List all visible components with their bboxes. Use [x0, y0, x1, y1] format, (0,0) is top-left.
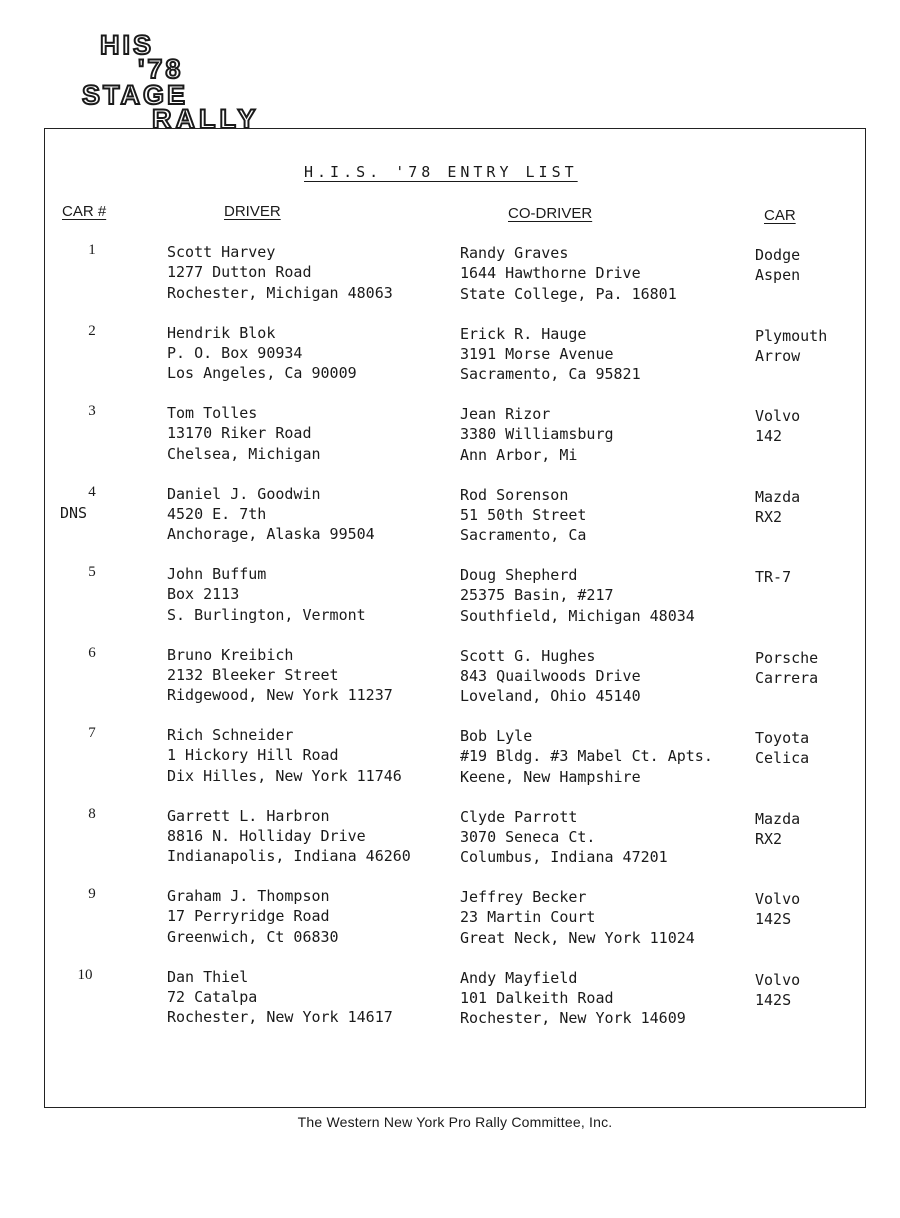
co-driver-info-line: Bob Lyle — [460, 727, 533, 745]
car-model — [755, 970, 800, 1011]
co-driver-info — [460, 968, 686, 1029]
driver-info-line: Dix Hilles, New York 11746 — [167, 766, 402, 785]
driver-info-line: 1277 Dutton Road — [167, 263, 312, 282]
driver-info-line: Dan Thiel — [167, 967, 249, 986]
driver-info — [167, 484, 375, 545]
co-driver-info-line: Great Neck, New York 11024 — [460, 928, 695, 947]
logo-line-his: HIS — [100, 30, 155, 60]
entry-row — [0, 886, 900, 956]
co-driver-info — [460, 404, 614, 465]
entry-row — [0, 403, 900, 473]
co-driver-info-line: Doug Shepherd — [460, 566, 578, 584]
car-model-line: Dodge — [755, 246, 801, 264]
driver-info — [167, 725, 402, 786]
car-model-line: 142S — [755, 990, 792, 1009]
car-model — [755, 648, 818, 689]
entry-status: DNS — [60, 503, 88, 522]
co-driver-info-line: Jeffrey Becker — [460, 888, 587, 906]
car-model-line: Toyota — [755, 729, 810, 747]
car-model — [755, 406, 800, 447]
co-driver-info-line: 3191 Morse Avenue — [460, 344, 614, 363]
car-model-line: Volvo — [755, 970, 801, 989]
co-driver-info-line: Andy Mayfield — [460, 968, 578, 987]
car-number: 9 — [88, 886, 96, 902]
logo-line-stage: STAGE — [82, 80, 189, 110]
car-model-line: Volvo — [755, 890, 801, 908]
co-driver-info — [460, 726, 713, 787]
header-driver: DRIVER — [224, 203, 281, 220]
logo-line-rally: RALLY — [152, 104, 260, 134]
co-driver-info — [460, 887, 695, 948]
co-driver-info — [460, 565, 695, 626]
car-number: 4 — [88, 483, 96, 500]
car-model-line: 142S — [755, 910, 792, 929]
driver-info — [167, 242, 393, 303]
driver-info — [167, 403, 321, 464]
entry-row — [0, 725, 900, 795]
driver-info-line: Rochester, New York 14617 — [167, 1008, 393, 1027]
driver-info-line: Rich Schneider — [167, 726, 294, 744]
driver-info-line: Daniel J. Goodwin — [167, 484, 321, 503]
co-driver-info-line: Columbus, Indiana 47201 — [460, 848, 668, 867]
driver-info-line: 17 Perryridge Road — [167, 907, 330, 926]
car-model-line: Mazda — [755, 487, 801, 506]
driver-info-line: Box 2113 — [167, 585, 240, 604]
co-driver-info-line: 101 Dalkeith Road — [460, 988, 614, 1007]
driver-info-line: Bruno Kreibich — [167, 645, 294, 664]
driver-info — [167, 806, 411, 867]
driver-info-line: Indianapolis, Indiana 46260 — [167, 847, 411, 866]
driver-info-line: Chelsea, Michigan — [167, 444, 321, 463]
driver-info-line: Rochester, Michigan 48063 — [167, 283, 393, 302]
car-model — [755, 567, 791, 608]
co-driver-info — [460, 807, 668, 868]
car-model — [755, 326, 827, 367]
driver-info-line: Ridgewood, New York 11237 — [167, 686, 393, 705]
driver-info-line: Hendrik Blok — [167, 323, 276, 342]
car-model-line: Volvo — [755, 407, 801, 425]
entry-row — [0, 806, 900, 876]
co-driver-info-line: #19 Bldg. #3 Mabel Ct. Apts. — [460, 747, 713, 766]
co-driver-info-line: Jean Rizor — [460, 405, 551, 423]
driver-info — [167, 323, 357, 384]
co-driver-info-line: 3070 Seneca Ct. — [460, 827, 596, 846]
car-model-line: Mazda — [755, 809, 801, 828]
co-driver-info-line: Clyde Parrott — [460, 807, 578, 826]
co-driver-info-line: Keene, New Hampshire — [460, 767, 641, 786]
driver-info-line: John Buffum — [167, 565, 267, 583]
entry-row — [0, 484, 900, 554]
entry-row — [0, 645, 900, 715]
co-driver-info-line: Rochester, New York 14609 — [460, 1009, 686, 1028]
co-driver-info-line: 843 Quailwoods Drive — [460, 666, 641, 685]
co-driver-info-line: 23 Martin Court — [460, 908, 596, 927]
driver-info-line: Anchorage, Alaska 99504 — [167, 525, 375, 544]
car-model-line: Aspen — [755, 266, 801, 285]
entry-row — [0, 242, 900, 312]
car-model-line: Porsche — [755, 648, 819, 667]
car-number: 2 — [88, 322, 96, 339]
driver-info-line: 1 Hickory Hill Road — [167, 746, 339, 765]
driver-info-line: Los Angeles, Ca 90009 — [167, 364, 357, 383]
driver-info-line: 13170 Riker Road — [167, 424, 312, 443]
driver-info-line: 72 Catalpa — [167, 987, 258, 1006]
car-number: 8 — [88, 805, 96, 822]
co-driver-info-line: Loveland, Ohio 45140 — [460, 687, 641, 706]
car-model-line: Carrera — [755, 668, 819, 687]
document-title: H.I.S. '78 ENTRY LIST — [304, 163, 578, 181]
driver-info-line: Greenwich, Ct 06830 — [167, 927, 339, 946]
co-driver-info-line: Scott G. Hughes — [460, 646, 596, 665]
co-driver-info-line: 25375 Basin, #217 — [460, 586, 614, 605]
car-model — [755, 487, 800, 528]
car-model-line: Plymouth — [755, 326, 828, 345]
header-car-number: CAR # — [62, 203, 107, 220]
driver-info-line: 4520 E. 7th — [167, 504, 267, 523]
car-number: 7 — [88, 725, 96, 741]
car-model — [755, 245, 800, 286]
co-driver-info-line: Randy Graves — [460, 244, 569, 262]
driver-info-line: Tom Tolles — [167, 404, 258, 422]
driver-info — [167, 645, 393, 706]
driver-info-line: S. Burlington, Vermont — [167, 605, 366, 624]
co-driver-info-line: Southfield, Michigan 48034 — [460, 606, 695, 625]
logo-line-year: '78 — [138, 54, 184, 84]
car-number: 3 — [88, 403, 96, 419]
driver-info-line: Scott Harvey — [167, 243, 276, 261]
car-model-line: Celica — [755, 749, 810, 768]
car-model — [755, 728, 809, 769]
car-model — [755, 889, 800, 930]
co-driver-info-line: Erick R. Hauge — [460, 324, 587, 343]
co-driver-info-line: Rod Sorenson — [460, 485, 569, 504]
car-model-line: Arrow — [755, 346, 801, 365]
car-number: 5 — [88, 564, 96, 580]
co-driver-info-line: 1644 Hawthorne Drive — [460, 264, 641, 283]
co-driver-info-line: 3380 Williamsburg — [460, 425, 614, 444]
car-model — [755, 809, 800, 850]
co-driver-info-line: 51 50th Street — [460, 505, 587, 524]
driver-info-line: 8816 N. Holliday Drive — [167, 826, 366, 845]
driver-info — [167, 967, 393, 1028]
car-number: 1 — [88, 242, 96, 258]
car-number: 10 — [77, 966, 93, 983]
entry-row — [0, 323, 900, 393]
header-car: CAR — [764, 207, 796, 224]
car-model-line: 142 — [755, 427, 783, 446]
co-driver-info — [460, 243, 677, 304]
driver-info-line: Graham J. Thompson — [167, 887, 330, 905]
co-driver-info-line: Sacramento, Ca — [460, 526, 587, 545]
car-number: 6 — [88, 644, 96, 661]
driver-info — [167, 564, 366, 625]
driver-info-line: P. O. Box 90934 — [167, 343, 303, 362]
co-driver-info-line: Sacramento, Ca 95821 — [460, 365, 641, 384]
entry-row — [0, 564, 900, 634]
driver-info-line: 2132 Bleeker Street — [167, 665, 339, 684]
car-model-line: TR-7 — [755, 568, 792, 586]
car-model-line: RX2 — [755, 829, 783, 848]
co-driver-info-line: State College, Pa. 16801 — [460, 284, 677, 303]
car-model-line: RX2 — [755, 507, 783, 526]
car-model-line — [755, 587, 791, 607]
entry-row — [0, 967, 900, 1037]
co-driver-info — [460, 324, 641, 385]
co-driver-info — [460, 646, 641, 707]
header-co-driver: CO-DRIVER — [508, 205, 593, 222]
driver-info — [167, 886, 339, 947]
co-driver-info — [460, 485, 586, 546]
footer-organization: The Western New York Pro Rally Committee, Inc. — [297, 1114, 613, 1130]
driver-info-line: Garrett L. Harbron — [167, 806, 330, 825]
co-driver-info-line: Ann Arbor, Mi — [460, 445, 578, 464]
